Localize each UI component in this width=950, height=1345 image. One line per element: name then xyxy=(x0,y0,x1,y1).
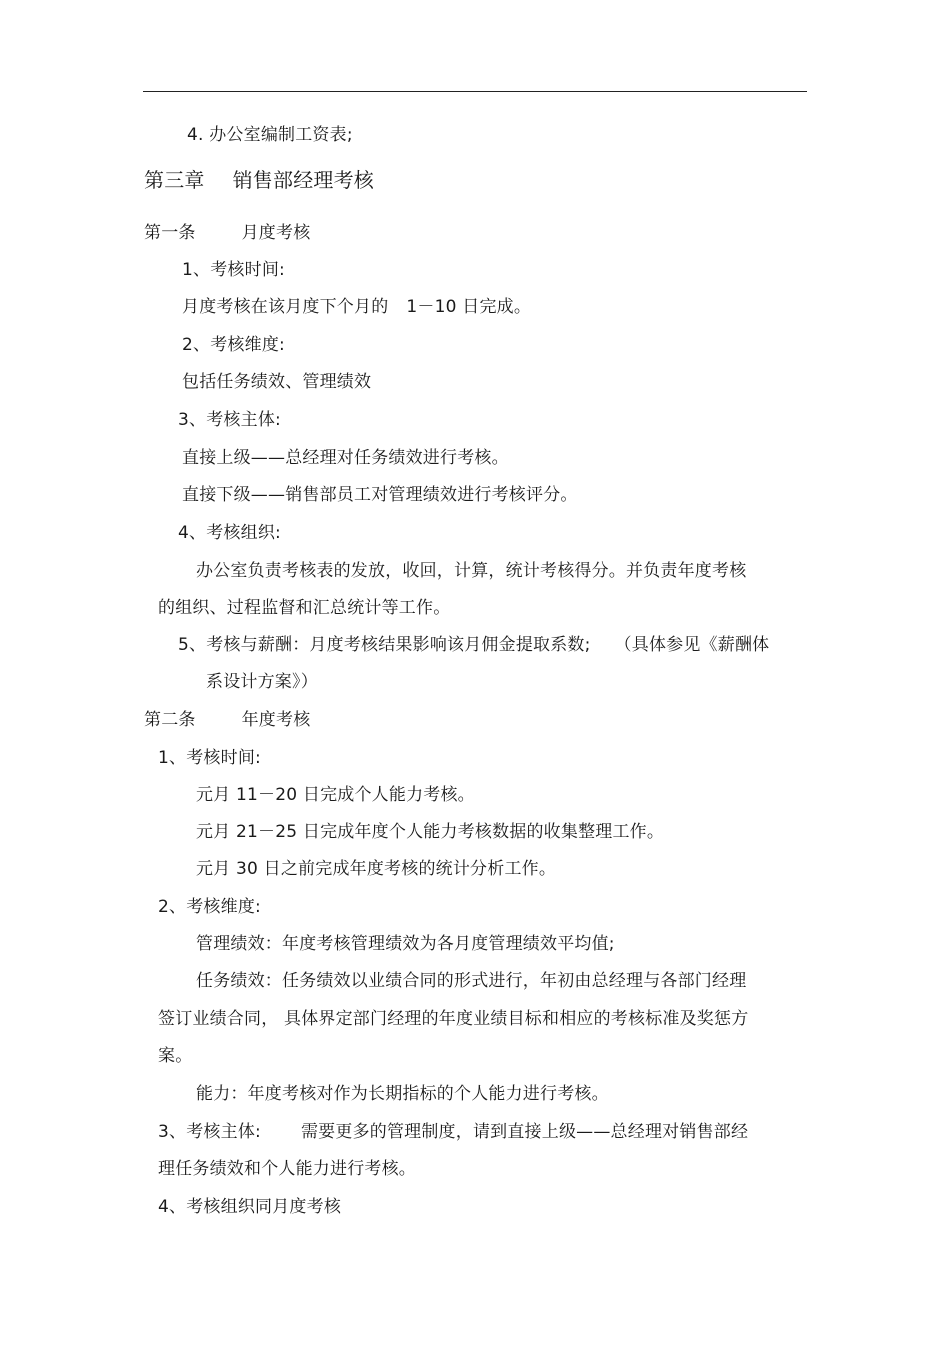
a1-salary-line-1 xyxy=(178,634,769,656)
a1-org-line-1: 办公室负责考核表的发放，收回，计算，统计考核得分。并负责年度考核 xyxy=(196,561,747,581)
a2-task-line-3: 案。 xyxy=(158,1046,193,1066)
a1-subject-heading: 3、考核主体: xyxy=(178,410,281,430)
a1-time-text-a: 月度考核在该月度下个月的 xyxy=(182,297,389,317)
chapter-title: 销售部经理考核 xyxy=(232,168,375,192)
header-rule xyxy=(143,91,807,92)
article-2-heading xyxy=(144,709,310,731)
article-1-number: 第一条 xyxy=(144,223,196,243)
a2-dimension-heading: 2、考核维度: xyxy=(158,897,261,917)
chapter-heading xyxy=(144,167,374,193)
a2-time-line-2: 元月 21－25 日完成年度个人能力考核数据的收集整理工作。 xyxy=(196,822,665,842)
a1-dimension-text: 包括任务绩效、管理绩效 xyxy=(182,372,372,392)
a1-time-text xyxy=(182,296,531,318)
a2-org-line: 4、考核组织同月度考核 xyxy=(158,1197,342,1217)
a2-subject-line-1 xyxy=(158,1121,748,1143)
a1-org-line-2: 的组织、过程监督和汇总统计等工作。 xyxy=(158,598,451,618)
article-2-title: 年度考核 xyxy=(241,710,311,730)
a2-task-line-1: 任务绩效：任务绩效以业绩合同的形式进行，年初由总经理与各部门经理 xyxy=(196,971,747,991)
a1-salary-line-1-b: （具体参见《薪酬体 xyxy=(614,635,770,655)
a1-subject-line-2: 直接下级——销售部员工对管理绩效进行考核评分。 xyxy=(182,485,578,505)
a2-mgmt-line: 管理绩效：年度考核管理绩效为各月度管理绩效平均值; xyxy=(196,934,615,954)
article-2-number: 第二条 xyxy=(144,710,196,730)
a2-ability-line: 能力：年度考核对作为长期指标的个人能力进行考核。 xyxy=(196,1084,609,1104)
a1-time-heading: 1、考核时间: xyxy=(182,260,285,280)
article-1-title: 月度考核 xyxy=(241,223,311,243)
a2-subject-line-2: 理任务绩效和个人能力进行考核。 xyxy=(158,1159,416,1179)
a2-task-line-2: 签订业绩合同， 具体界定部门经理的年度业绩目标和相应的考核标准及奖惩方 xyxy=(158,1009,749,1029)
a1-dimension-heading: 2、考核维度: xyxy=(182,335,285,355)
a1-org-heading: 4、考核组织: xyxy=(178,523,281,543)
a2-time-line-3: 元月 30 日之前完成年度考核的统计分析工作。 xyxy=(196,859,557,879)
a2-subject-heading: 3、考核主体: xyxy=(158,1122,261,1142)
list-item-payroll: 4. 办公室编制工资表; xyxy=(187,125,353,145)
a2-subject-line-1-b: 需要更多的管理制度，请到直接上级——总经理对销售部经 xyxy=(300,1122,749,1142)
a2-time-heading: 1、考核时间: xyxy=(158,748,261,768)
a1-time-text-b: 1－10 日完成。 xyxy=(406,297,532,317)
a1-salary-line-2: 系设计方案》） xyxy=(206,672,318,692)
a1-subject-line-1: 直接上级——总经理对任务绩效进行考核。 xyxy=(182,448,509,468)
a2-time-line-1: 元月 11－20 日完成个人能力考核。 xyxy=(196,785,475,805)
a1-salary-line-1-a: 5、考核与薪酬：月度考核结果影响该月佣金提取系数; xyxy=(178,635,591,655)
article-1-heading xyxy=(144,222,310,244)
chapter-number: 第三章 xyxy=(144,168,205,192)
